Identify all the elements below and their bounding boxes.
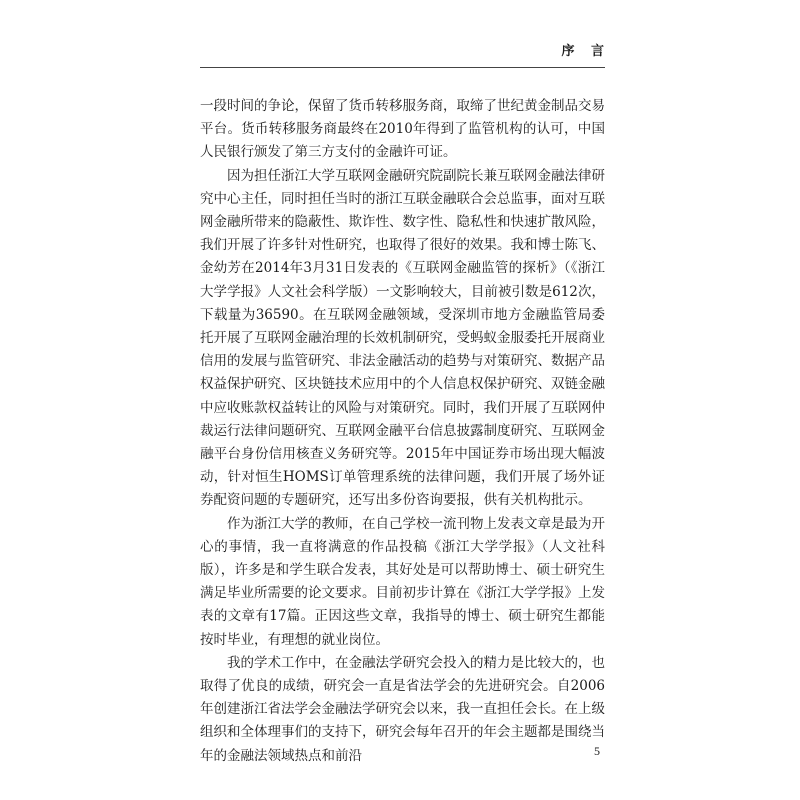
paragraph-teaching: 作为浙江大学的教师，在自己学校一流刊物上发表文章是最为开心的事情，我一直将满意的作品投稿《浙江大学学报》（人文社科版），许多是和学生联合发表，其好处是可以帮助博士、硕士研究生满足毕业所需要的论文要求。目前初步计算在《浙江大学学报》上发表的文章有17篇。正因这些文章，我指导的博士、硕士研究生都能按时毕业，有理想的就业岗位。 (200, 515, 605, 648)
running-head-title: 序 言 (561, 44, 610, 59)
header-divider (200, 67, 605, 68)
body-text (200, 95, 605, 768)
page-number: 5 (594, 744, 600, 758)
paragraph-research-work: 因为担任浙江大学互联网金融研究院副院长兼互联网金融法律研究中心主任，同时担任当时的浙江互联金融联合会总监事，面对互联网金融所带来的隐蔽性、欺诈性、数字性、隐私性和快速扩散风险，我们开展了许多针对性研究，也取得了很好的效果。我和博士陈飞、金幼芳在2014年3月31日发表的《互联网金融监管的探析》（《浙江大学学报》人文社会科学版）一文影响较大，目前被引数是612次，下载量为36590。在互联网金融领域，受深圳市地方金融监管局委托开展了互联网金融治理的长效机制研究，受蚂蚁金服委托开展商业信用的发展与监管研究、非法金融活动的趋势与对策研究、数据产品权益保护研究、区块链技术应用中的个人信息权保护研究、双链金融中应收账款权益转让的风险与对策研究。同时，我们开展了互联网仲裁运行法律问题研究、互联网金融平台信息披露制度研究、互联网金融平台身份信用核查义务研究等。2015年中国证券市场出现大幅波动，针对恒生HOMS订单管理系统的法律问题，我们开展了场外证券配资问题的专题研究，还写出多份咨询要报，供有关机构批示。 (200, 167, 605, 509)
paragraph-research-society: 我的学术工作中，在金融法学研究会投入的精力是比较大的，也取得了优良的成绩，研究会一直是省法学会的先进研究会。自2006年创建浙江省法学会金融法学研究会以来，我一直担任会长。在上级组织和全体理事们的支持下，研究会每年召开的年会主题都是围绕当年的金融法领域热点和前沿 (200, 654, 605, 764)
paragraph-continued: 一段时间的争论，保留了货币转移服务商，取缔了世纪黄金制品交易平台。货币转移服务商最终在2010年得到了监管机构的认可，中国人民银行颁发了第三方支付的金融许可证。 (200, 98, 605, 161)
